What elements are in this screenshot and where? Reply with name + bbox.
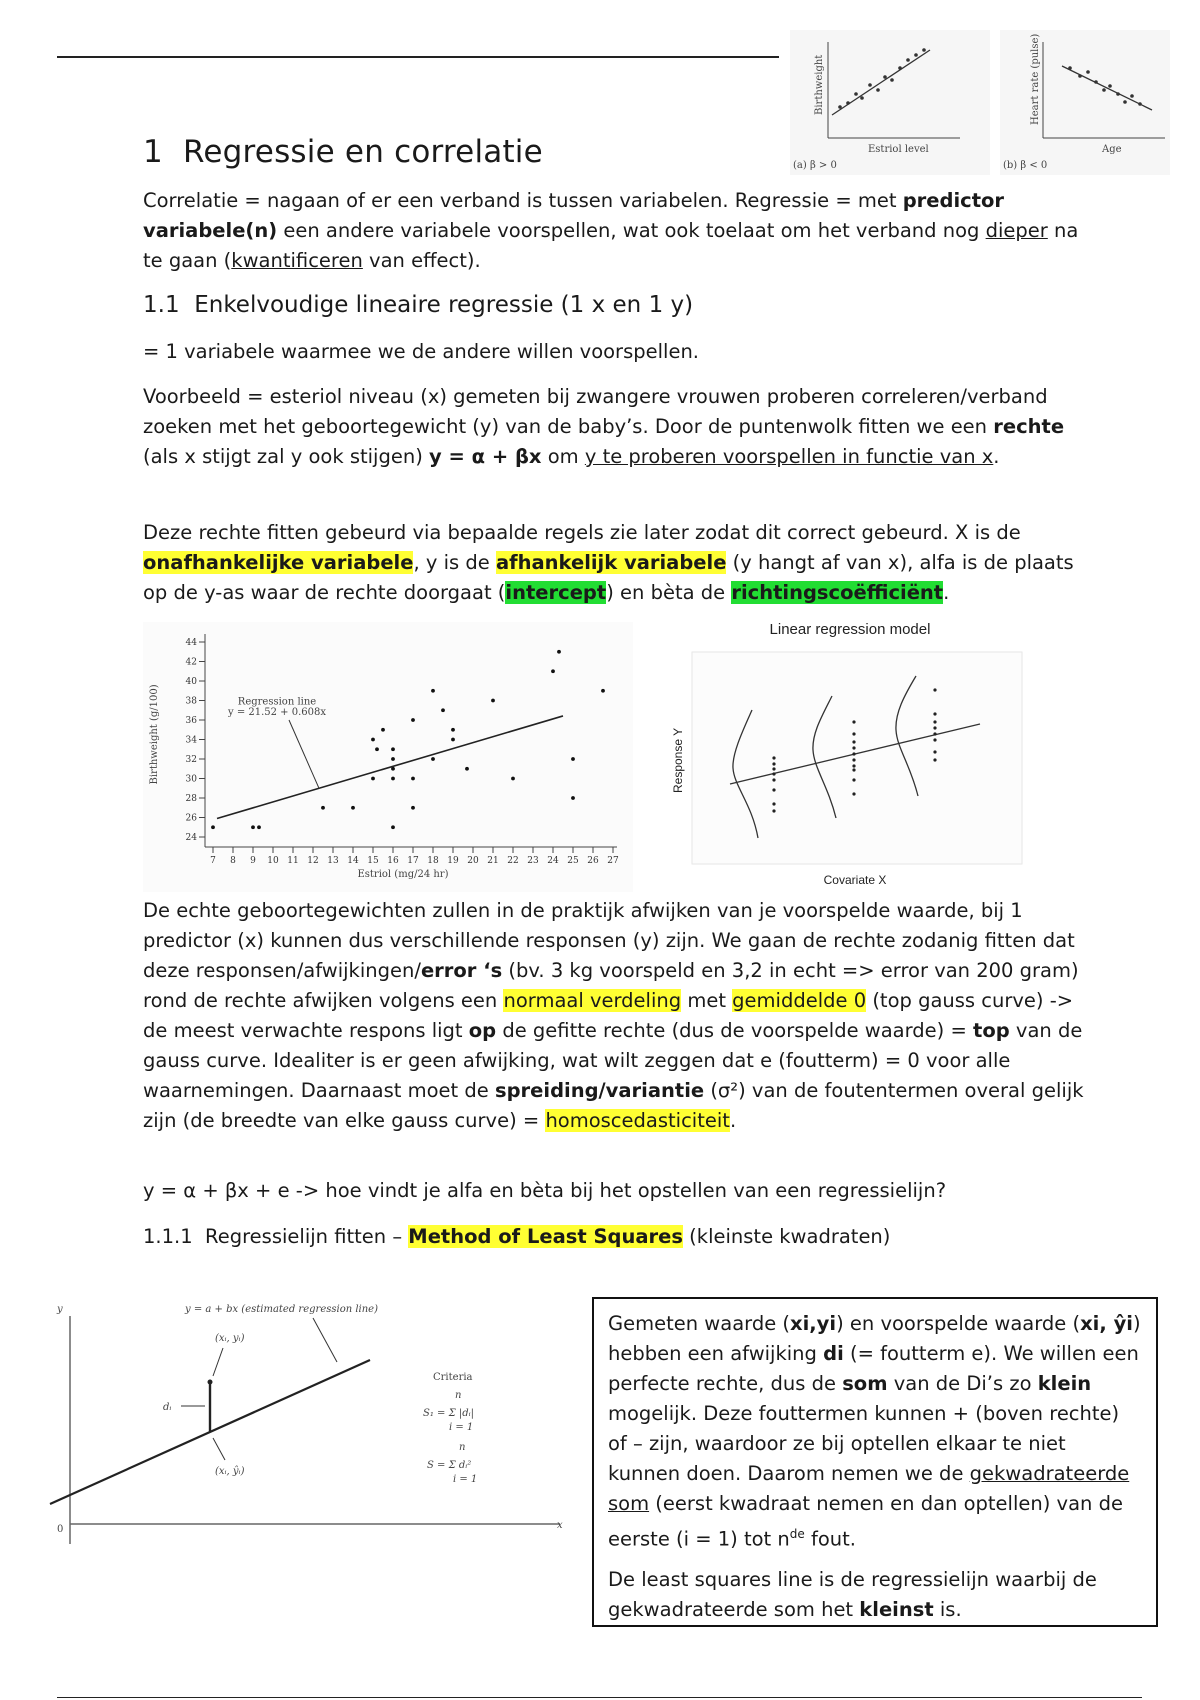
- criterion-1: S₁ = Σ |dᵢ|: [423, 1408, 474, 1419]
- thumb-a-caption: (a) β > 0: [793, 160, 837, 171]
- data-point: [601, 689, 605, 693]
- example-paragraph: Voorbeeld = esteriol niveau (x) gemeten bij zwangere vrouwen proberen correleren/verband zoeken met het geboortegewicht (y) van de baby’s. Door de puntenwolk fitten we een rechte (als x stijgt zal y ook stijgen) y = α + βx om y te proberen voorspellen in functie van x.: [143, 385, 1065, 468]
- predicted-point-label: (xᵢ, ŷᵢ): [215, 1466, 245, 1477]
- data-point: [371, 738, 375, 742]
- x-tick-label: 15: [367, 856, 379, 866]
- section-number: 1: [143, 134, 163, 170]
- box-paragraph-1: Gemeten waarde (xi,yi) en voorspelde waarde (xi, ŷi) hebben een afwijking di (= foutterm e). We willen een perfecte rechte, dus de som van de Di’s zo klein mogelijk. Deze fouttermen kunnen + (boven rechte) of – zijn, waardoor ze bij optellen elkaar te niet kunnen doen. Daarom nemen we de gekwadrateerde som (eerst kwadraat nemen en dan optellen) van de eerste (i = 1) tot $n^{de}$ fout.: [608, 1312, 1141, 1551]
- criterion-2: S = Σ dᵢ²: [427, 1460, 472, 1471]
- regression-equation: y = 21.52 + 0.608x: [227, 707, 327, 719]
- x-tick-label: 24: [547, 856, 559, 866]
- data-point: [557, 650, 561, 654]
- x-tick-label: 11: [287, 856, 299, 866]
- line-label: y = a + bx (estimated regression line): [185, 1304, 378, 1315]
- data-point: [391, 747, 395, 751]
- y-tick-label: 24: [185, 833, 197, 843]
- observed-point-label: (xᵢ, yᵢ): [215, 1333, 245, 1344]
- data-point: [391, 757, 395, 761]
- data-point: [451, 728, 455, 732]
- definition-paragraph: = 1 variabele waarmee we de andere willen voorspellen.: [143, 340, 699, 363]
- intro-paragraph: Correlatie = nagaan of er een verband is tussen variabelen. Regressie = met predictor variabele(n) een andere variabele voorspellen, wat ook toelaat om het verband nog dieper na te gaan (kwantificeren van effect).: [143, 189, 1079, 272]
- data-point: [257, 825, 261, 829]
- footer-rule: [57, 1697, 1142, 1698]
- x-tick-label: 10: [267, 856, 279, 866]
- data-point: [491, 699, 495, 703]
- y-tick-label: 36: [185, 716, 197, 726]
- x-tick-label: 7: [210, 856, 216, 866]
- x-tick-label: 14: [347, 856, 359, 866]
- section-title: Regressie en correlatie: [183, 134, 543, 170]
- y-tick-label: 30: [185, 774, 197, 785]
- x-tick-label: 13: [327, 856, 339, 866]
- least-squares-explanation-box: [592, 1297, 1158, 1627]
- thumb-b-ylabel: Heart rate (pulse): [1030, 33, 1041, 125]
- least-squares-diagram: [45, 1296, 575, 1556]
- regression-annotation: Regression line: [237, 696, 317, 708]
- x-tick-label: 25: [567, 856, 579, 866]
- data-point: [441, 708, 445, 712]
- y-tick-label: 44: [185, 638, 197, 648]
- x-tick-label: 22: [507, 856, 519, 866]
- data-point: [431, 689, 435, 693]
- y-tick-label: 42: [185, 657, 197, 668]
- thumb-b-xlabel: Age: [1102, 144, 1122, 155]
- model-xlabel: Covariate X: [823, 873, 887, 887]
- x-tick-label: 26: [587, 856, 599, 866]
- data-point: [465, 767, 469, 771]
- box-paragraph-2: De least squares line is de regressielijn waarbij de gekwadrateerde som het kleinst is.: [608, 1567, 1097, 1621]
- x-tick-label: 21: [487, 856, 499, 866]
- data-point: [371, 777, 375, 781]
- thumbnail-positive-slope: [790, 30, 990, 175]
- x-tick-label: 19: [447, 856, 459, 866]
- data-point: [351, 806, 355, 810]
- formula-line: y = α + βx + e -> hoe vindt je alfa en bèta bij het opstellen van een regressielijn?: [143, 1179, 947, 1202]
- data-point: [381, 728, 385, 732]
- sum-top-2: n: [459, 1442, 466, 1453]
- x-tick-label: 8: [230, 856, 236, 866]
- data-point: [571, 757, 575, 761]
- ls-y-axis: y: [57, 1304, 63, 1315]
- x-tick-label: 9: [250, 856, 256, 866]
- x-tick-label: 27: [607, 856, 619, 866]
- model-ylabel: Response Y: [671, 727, 685, 793]
- x-tick-label: 17: [407, 856, 419, 866]
- data-point: [411, 718, 415, 722]
- sum-bottom-2: i = 1: [453, 1474, 478, 1485]
- thumb-a-ylabel: Birthweight: [814, 54, 825, 115]
- y-tick-label: 26: [185, 813, 197, 824]
- errors-paragraph: De echte geboortegewichten zullen in de praktijk afwijken van je voorspelde waarde, bij 1 predictor (x) kunnen dus verschillende responsen (y) zijn. We gaan de rechte zodanig fitten dat deze responsen/afwijkingen/error ‘s (bv. 3 kg voorspeld en 3,2 in echt => error van 200 gram) rond de rechte afwijken volgens een normaal verdeling met gemiddelde 0 (top gauss curve) -> de meest verwachte respons ligt op de gefitte rechte (dus de voorspelde waarde) = top van de gauss curve. Idealiter is er geen afwijking, wat wilt zeggen dat e (foutterm) = 0 voor alle waarnemingen. Daarnaast moet de spreiding/variantie (σ²) van de foutentermen overal gelijk zijn (de breedte van elke gauss curve) = homoscedasticiteit.: [143, 899, 1084, 1132]
- section-heading: [143, 134, 543, 170]
- y-tick-label: 40: [185, 677, 197, 687]
- subsection-heading: 1.1 Enkelvoudige lineaire regressie (1 x en 1 y): [143, 292, 694, 318]
- data-point: [251, 825, 255, 829]
- y-tick-label: 32: [185, 755, 197, 765]
- fit-paragraph: Deze rechte fitten gebeurd via bepaalde regels zie later zodat dit correct gebeurd. X is de onafhankelijke variabele, y is de afhankelijk variabele (y hangt af van x), alfa is de plaats op de y-as waar de rechte doorgaat (intercept) en bèta de richtingscoëfficiënt.: [143, 521, 1074, 604]
- data-point: [571, 796, 575, 800]
- data-point: [211, 825, 215, 829]
- data-point: [411, 806, 415, 810]
- data-point: [321, 806, 325, 810]
- model-title: Linear regression model: [769, 621, 931, 638]
- data-point: [391, 825, 395, 829]
- x-tick-label: 16: [387, 856, 399, 866]
- regression-model-diagram: [660, 618, 1040, 893]
- header-rule: [57, 56, 779, 58]
- y-axis-label: Birthweight (g/100): [149, 684, 160, 785]
- x-axis-label: Estriol (mg/24 hr): [357, 869, 449, 880]
- data-point: [551, 669, 555, 673]
- sum-top-1: n: [455, 1390, 462, 1401]
- thumb-a-xlabel: Estriol level: [868, 144, 929, 155]
- subsubsection-heading: 1.1.1 Regressielijn fitten – Method of Least Squares (kleinste kwadraten): [143, 1225, 891, 1248]
- y-tick-label: 34: [185, 735, 197, 746]
- data-point: [451, 738, 455, 742]
- criteria-title: Criteria: [433, 1372, 473, 1383]
- y-tick-label: 28: [185, 794, 197, 804]
- residual-label: dᵢ: [163, 1402, 172, 1413]
- scatter-chart: [143, 622, 633, 892]
- x-tick-label: 23: [527, 856, 539, 866]
- data-point: [391, 777, 395, 781]
- data-point: [431, 757, 435, 761]
- thumbnail-negative-slope: [1000, 30, 1170, 175]
- ls-x-axis: x: [557, 1520, 563, 1531]
- data-point: [411, 777, 415, 781]
- x-tick-label: 18: [427, 856, 439, 866]
- thumb-b-caption: (b) β < 0: [1003, 160, 1048, 171]
- sum-bottom-1: i = 1: [449, 1422, 474, 1433]
- data-point: [511, 777, 515, 781]
- ls-origin: 0: [57, 1524, 64, 1535]
- y-tick-label: 38: [185, 696, 197, 707]
- x-tick-label: 20: [467, 856, 479, 866]
- x-tick-label: 12: [307, 856, 319, 866]
- data-point: [375, 747, 379, 751]
